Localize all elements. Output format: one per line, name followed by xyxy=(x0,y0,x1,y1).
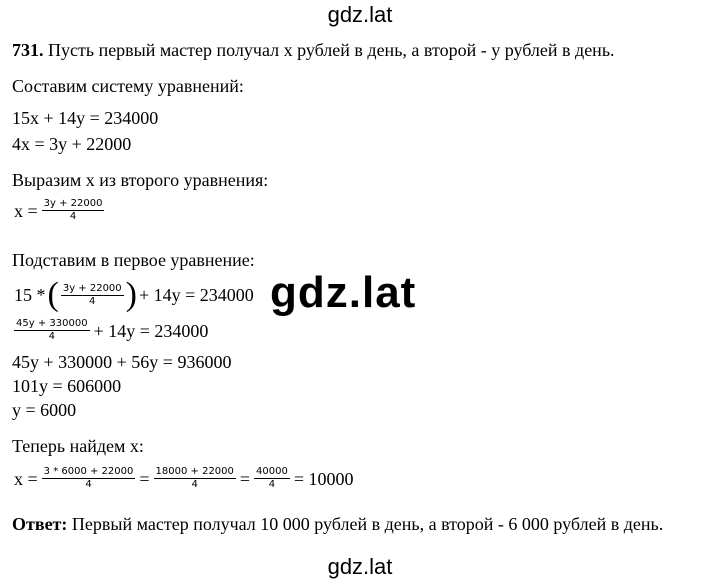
substitution-line-4: 101y = 606000 xyxy=(12,376,122,396)
x-final-lhs: x = xyxy=(14,468,38,489)
x-lhs: x = xyxy=(14,200,38,221)
sub2-fraction xyxy=(14,318,90,343)
final-fraction-3-num: 40000 xyxy=(256,466,288,477)
sub1-prefix: 15 * xyxy=(14,285,46,305)
watermark-bottom: gdz.lat xyxy=(327,554,393,579)
sub2-fraction-den: 4 xyxy=(48,331,55,342)
step2-heading: Выразим x из второго уравнения: xyxy=(12,170,269,190)
problem-text: Пусть первый мастер получал х рублей в день, а второй - у рублей в день. xyxy=(48,40,615,60)
substitution-line-2 xyxy=(12,318,210,343)
system-eq-1: 15x + 14y = 234000 xyxy=(12,108,159,128)
step4-heading: Теперь найдем x: xyxy=(12,436,144,456)
final-fraction-2-den: 4 xyxy=(191,479,198,490)
substitution-line-3: 45y + 330000 + 56y = 936000 xyxy=(12,352,232,372)
answer-text: Первый мастер получал 10 000 рублей в день, а второй - 6 000 рублей в день. xyxy=(71,514,664,534)
sub2-suffix: + 14y = 234000 xyxy=(93,320,209,341)
final-fraction-2 xyxy=(154,466,236,491)
step3-heading: Подставим в первое уравнение: xyxy=(12,250,255,270)
x-fraction xyxy=(42,198,105,223)
equals-1: = xyxy=(139,468,150,489)
final-fraction-2-num: 18000 + 22000 xyxy=(155,466,234,477)
problem-number: 731. xyxy=(12,40,44,60)
substitution-line-1 xyxy=(12,276,256,313)
final-fraction-1-den: 4 xyxy=(85,479,92,490)
paren-close: ) xyxy=(125,276,137,313)
x-fraction-num: 3y + 22000 xyxy=(43,198,103,209)
paren-open: ( xyxy=(47,276,59,313)
final-fraction-1-num: 3 * 6000 + 22000 xyxy=(43,466,134,477)
answer-label: Ответ: xyxy=(12,514,68,534)
watermark-middle: gdz.lat xyxy=(270,268,417,317)
final-fraction-1 xyxy=(42,466,136,491)
sub2-fraction-num: 45y + 330000 xyxy=(16,318,88,329)
system-eq-2: 4x = 3y + 22000 xyxy=(12,134,132,154)
sub1-fraction xyxy=(61,283,124,308)
final-fraction-3 xyxy=(254,466,290,491)
x-fraction-den: 4 xyxy=(69,211,77,222)
watermark-top: gdz.lat xyxy=(327,2,393,27)
answer xyxy=(12,514,663,534)
x-final-line xyxy=(12,466,356,491)
sub1-suffix: + 14y = 234000 xyxy=(138,285,254,305)
step1-heading: Составим систему уравнений: xyxy=(12,76,244,96)
equals-2: = xyxy=(239,468,251,489)
problem-statement xyxy=(12,40,615,60)
sub1-fraction-den: 4 xyxy=(89,295,96,307)
final-result: = 10000 xyxy=(293,468,354,489)
final-fraction-3-den: 4 xyxy=(268,479,276,490)
substitution-line-5: y = 6000 xyxy=(12,400,77,420)
sub1-fraction-num: 3y + 22000 xyxy=(62,282,122,294)
x-expression xyxy=(12,198,106,223)
